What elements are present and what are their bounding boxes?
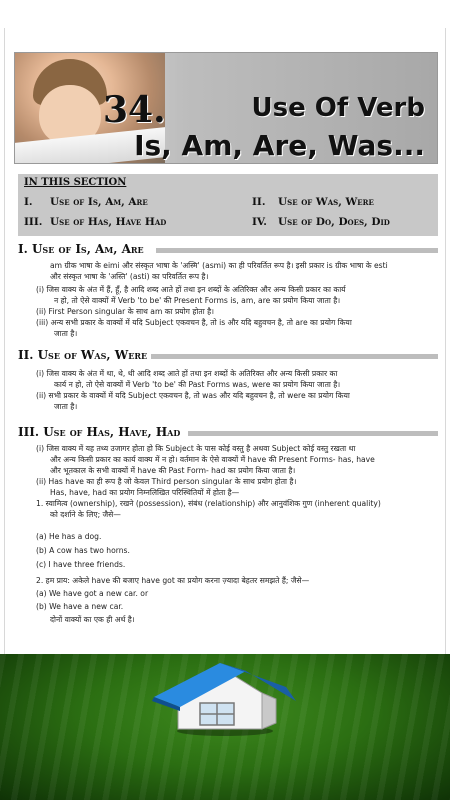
section-list-item: III. Use of Has, Have Had — [24, 216, 167, 228]
section1-intro: am ग्रीक भाषा के eimi और संस्कृत भाषा के 'अस्मि' (asmi) का ही परिवर्तित रूप है। इसी प्रकार is ग्रीक भाषा के esti और संस्कृत भाषा के 'अस्ति' (asti) का परिवर्तित रूप है। — [50, 261, 388, 281]
status-bar — [0, 0, 450, 28]
chapter-title-line-1: Use Of Verb — [251, 93, 425, 123]
section-list-item: IV. Use of Do, Does, Did — [252, 216, 390, 228]
section2-rules: (i) जिस वाक्य के अंत में था, थे, थी आदि शब्द आते हों तथा इन शब्दों के अतिरिक्त और अन्य किसी प्रकार का कार्य न हो, तो ऐसे वाक्यों में Verb 'to be' की Past Forms was, were का प्रयोग किया जाता है। (ii) सभी प्रकार के वाक्यों में यदि Subject एकवचन है, तो was और यदि बहुवचन है, तो were का प्रयोग किया जाता है। — [36, 369, 350, 411]
home-button[interactable] — [150, 657, 300, 737]
section3-rules: (i) जिस वाक्य में यह तथ्य उजागर होता हो कि Subject के पास कोई वस्तु है अथवा Subject कोई वस्तु रखता था और अन्य किसी प्रकार का कार्य वाक्य में न हो। वर्तमान के ऐसे वाक्यों में have की Present Forms- has, have और भूतकाल के सभी वाक्यों में have की Past Form- had का प्रयोग किया जाता है। (ii) Has have का ही रूप है जो केवल Third person singular के साथ प्रयोग होता है। Has, have, had का प्रयोग निम्नलिखित परिस्थितियों में होता है— 1. स्वामित्व (ownership), रखने (possession), संबंध (relationship) और आनुवंशिक गुण (inherent quality) को दर्शाने के लिए; जैसे— — [36, 444, 381, 519]
section-list-item: II. Use of Was, Were — [252, 196, 374, 208]
section-list-item: I. Use of Is, Am, Are — [24, 196, 148, 208]
in-this-section-heading: IN THIS SECTION — [24, 177, 127, 188]
section-heading: I. Use of Is, Am, Are — [18, 242, 438, 258]
in-this-section-box — [18, 174, 438, 236]
chapter-number: 34. — [103, 89, 166, 131]
chapter-header — [14, 52, 438, 164]
chapter-title-line-2: Is, Am, Are, Was... — [134, 129, 425, 162]
section3-point2: 2. हम प्राय: अकेले have की बजाए have got का प्रयोग करना ज़्यादा बेहतर समझते हैं; जैसे— (a) We have got a new car. or (b) We have a new car. दोनों वाक्यों का एक ही अर्थ है। — [36, 576, 310, 624]
bottom-background — [0, 654, 450, 800]
section-heading: III. Use of Has, Have, Had — [18, 425, 438, 441]
section-heading: II. Use of Was, Were — [18, 348, 438, 364]
section3-examples: (a) He has a dog. (b) A cow has two horns. (c) I have three friends. — [36, 532, 130, 569]
section1-rules: (i) जिस वाक्य के अंत में हैं, हूँ, है आदि शब्द आते हों तथा इन शब्दों के अतिरिक्त और अन्य किसी प्रकार का कार्य न हो, तो ऐसे वाक्यों में Verb 'to be' की Present Forms is, am, are का प्रयोग किया जाता है। (ii) First Person singular के साथ am का प्रयोग होता है। (iii) अन्य सभी प्रकार के वाक्यों में यदि Subject एकवचन है, तो is और यदि बहुवचन है, तो are का प्रयोग किया जाता है। — [36, 285, 352, 338]
home-house-icon — [150, 657, 300, 737]
